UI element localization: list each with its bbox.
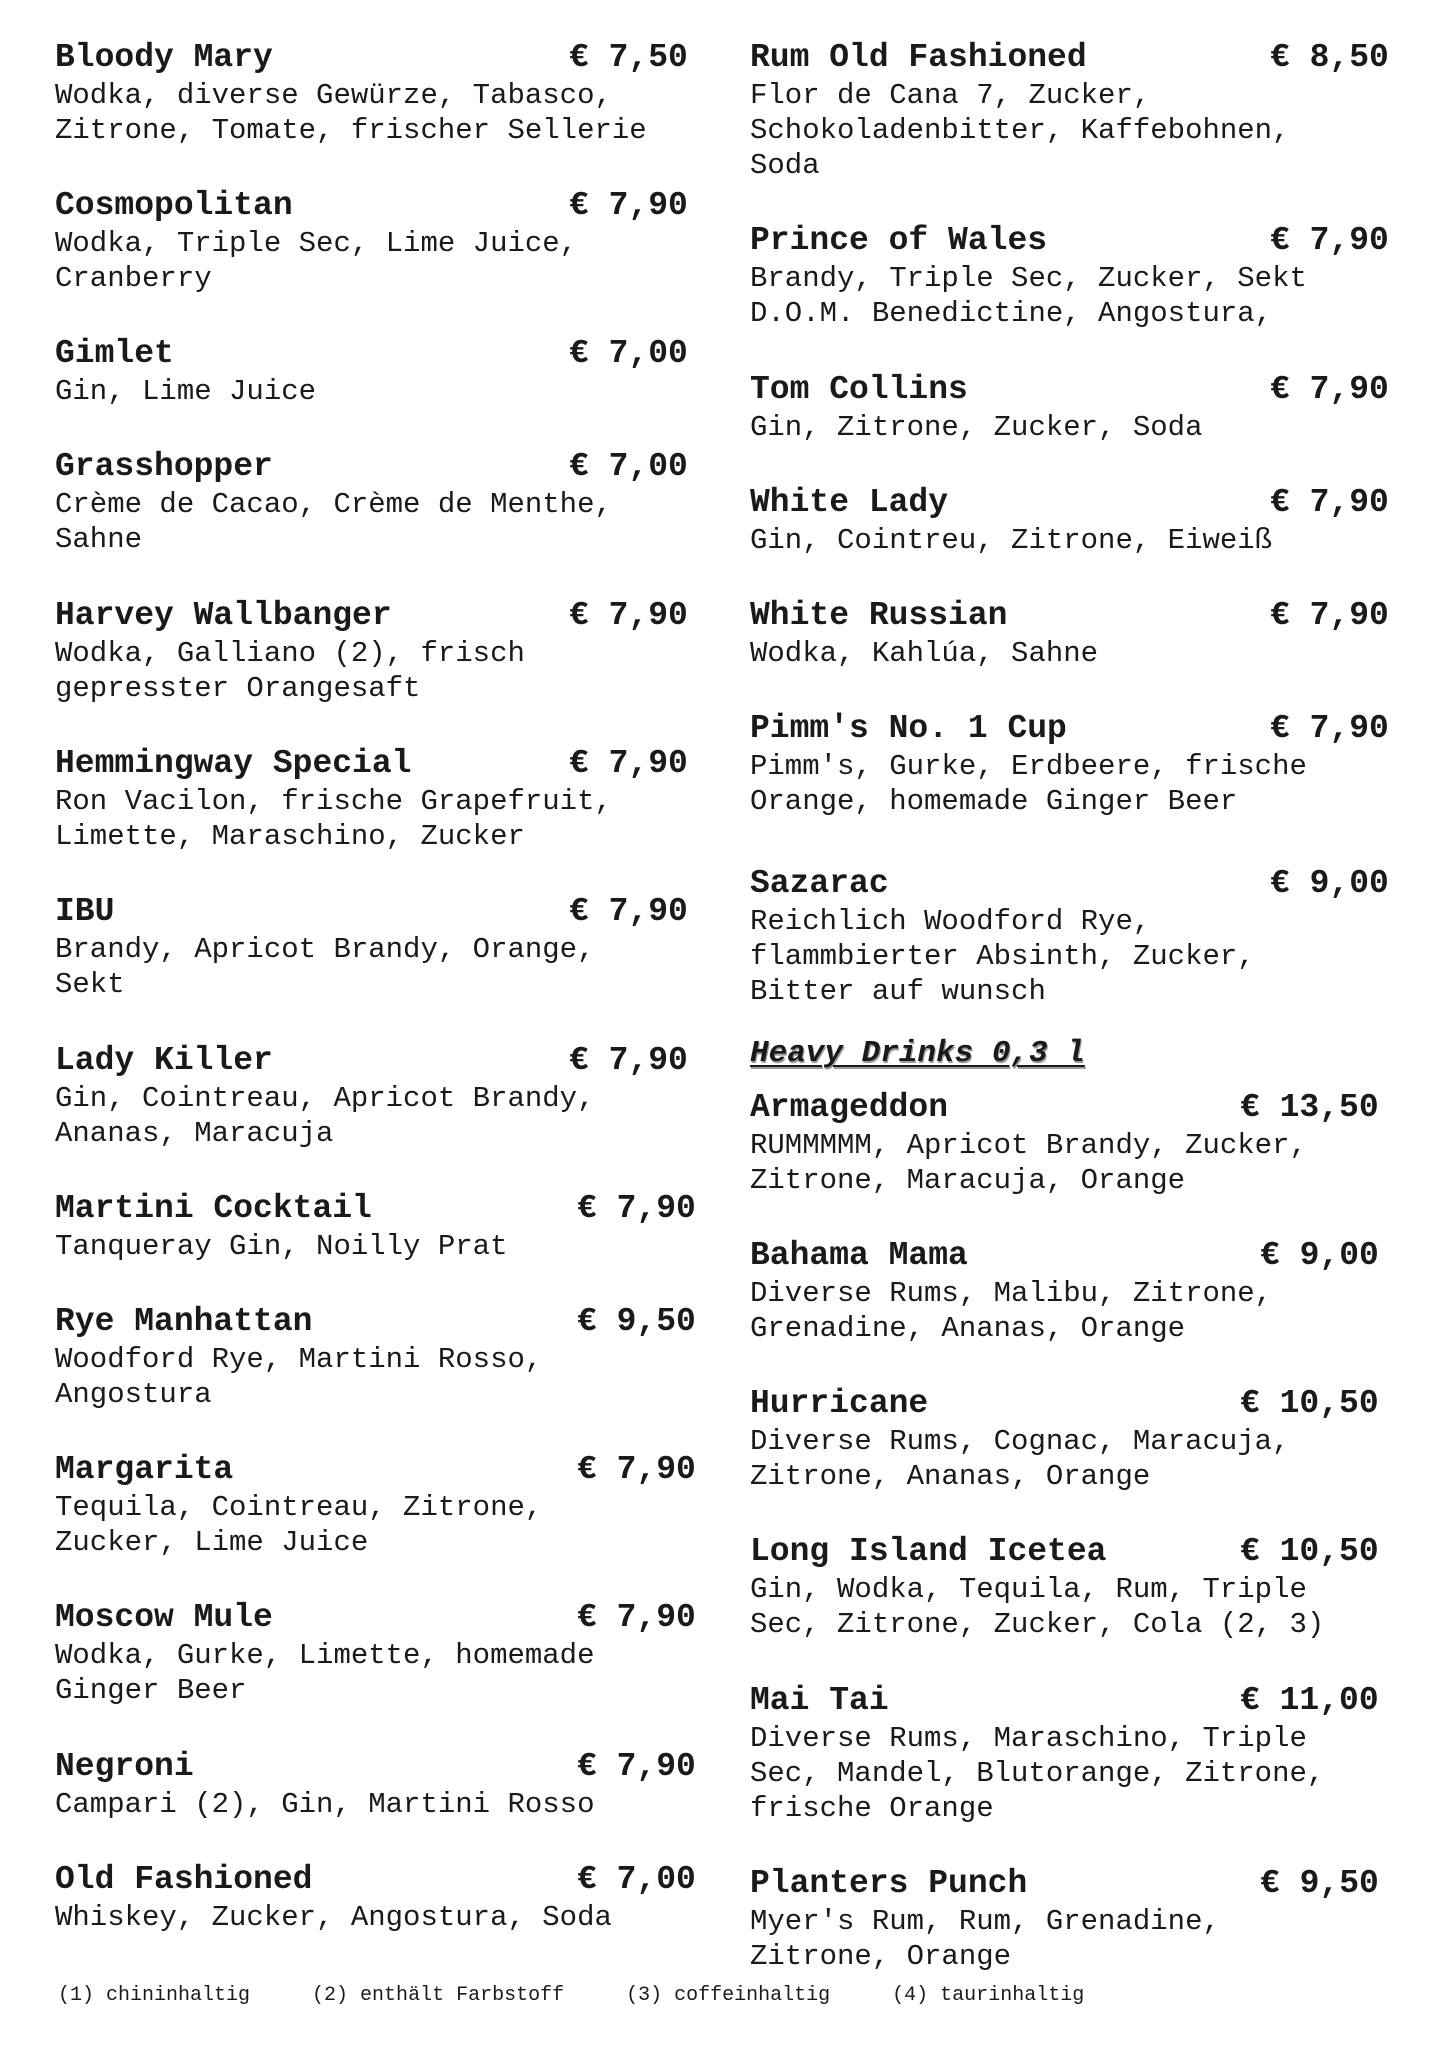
item-price: € 7,90 <box>577 1451 696 1488</box>
menu-item <box>750 864 1400 1009</box>
item-name: Margarita <box>55 1451 234 1488</box>
item-description: Myer's Rum, Rum, Grenadine, Zitrone, Orange <box>750 1905 1220 1973</box>
menu-item <box>750 1088 1400 1198</box>
item-name: Planters Punch <box>750 1865 1028 1902</box>
item-price: € 7,90 <box>569 745 688 782</box>
item-name: Negroni <box>55 1748 194 1785</box>
menu-item <box>750 370 1400 445</box>
item-description: Flor de Cana 7, Zucker, Schokoladenbitter, Kaffebohnen, Soda <box>750 79 1290 182</box>
item-description: Crème de Cacao, Crème de Menthe, Sahne <box>55 488 612 556</box>
menu-item <box>750 1236 1400 1346</box>
menu-item <box>55 1189 695 1264</box>
menu-item <box>55 186 695 296</box>
item-description: Gin, Zitrone, Zucker, Soda <box>750 411 1203 444</box>
item-description: Gin, Cointreu, Zitrone, Eiweiß <box>750 524 1273 557</box>
item-description: Tanqueray Gin, Noilly Prat <box>55 1230 508 1263</box>
item-description: Wodka, Gurke, Limette, homemade Ginger Beer <box>55 1639 595 1707</box>
item-name: Tom Collins <box>750 371 968 408</box>
item-price: € 9,50 <box>577 1303 696 1340</box>
item-name: Bahama Mama <box>750 1237 968 1274</box>
item-description: Tequila, Cointreau, Zitrone, Zucker, Lime Juice <box>55 1491 543 1559</box>
footnote: (3) coffeinhaltig <box>626 1984 831 2007</box>
item-name: Bloody Mary <box>55 39 273 76</box>
item-description: Wodka, Galliano (2), frisch gepresster Orangesaft <box>55 637 525 705</box>
item-price: € 7,00 <box>569 448 688 485</box>
item-price: € 7,90 <box>569 1042 688 1079</box>
item-name: Pimm's No. 1 Cup <box>750 710 1067 747</box>
item-name: Long Island Icetea <box>750 1533 1107 1570</box>
item-description: Brandy, Apricot Brandy, Orange, Sekt <box>55 933 595 1001</box>
menu-item <box>750 483 1400 558</box>
menu-item <box>55 38 695 148</box>
menu-item <box>750 709 1400 819</box>
menu-item <box>55 744 695 854</box>
footnote: (4) taurinhaltig <box>892 1984 1085 2007</box>
item-description: Brandy, Triple Sec, Zucker, Sekt D.O.M. Benedictine, Angostura, <box>750 262 1307 330</box>
item-name: Sazarac <box>750 865 889 902</box>
item-description: Ron Vacilon, frische Grapefruit, Limette, Maraschino, Zucker <box>55 785 612 853</box>
menu-item <box>55 447 695 557</box>
menu-item <box>55 1598 695 1708</box>
item-name: Moscow Mule <box>55 1599 273 1636</box>
item-description: Wodka, Triple Sec, Lime Juice, Cranberry <box>55 227 578 295</box>
item-name: Cosmopolitan <box>55 187 293 224</box>
item-description: Gin, Wodka, Tequila, Rum, Triple Sec, Zitrone, Zucker, Cola (2, 3) <box>750 1573 1325 1641</box>
menu-item <box>55 334 695 409</box>
menu-item <box>750 1532 1400 1642</box>
item-price: € 7,90 <box>577 1190 696 1227</box>
item-name: IBU <box>55 893 115 930</box>
menu-item <box>750 1384 1400 1494</box>
item-description: Reichlich Woodford Rye, flammbierter Absinth, Zucker, Bitter auf wunsch <box>750 905 1255 1008</box>
item-description: Whiskey, Zucker, Angostura, Soda <box>55 1901 612 1934</box>
item-price: € 7,90 <box>1270 710 1389 747</box>
item-description: Gin, Lime Juice <box>55 375 317 408</box>
item-name: Martini Cocktail <box>55 1190 372 1227</box>
item-price: € 9,00 <box>1260 1237 1379 1274</box>
item-price: € 7,90 <box>569 187 688 224</box>
item-price: € 9,50 <box>1260 1865 1379 1902</box>
item-price: € 7,90 <box>1270 597 1389 634</box>
menu-item <box>750 596 1400 671</box>
item-price: € 11,00 <box>1240 1682 1379 1719</box>
item-price: € 7,90 <box>1270 222 1389 259</box>
item-description: Wodka, diverse Gewürze, Tabasco, Zitrone, Tomate, frischer Sellerie <box>55 79 647 147</box>
item-price: € 7,90 <box>1270 371 1389 408</box>
item-price: € 7,90 <box>577 1599 696 1636</box>
item-name: White Russian <box>750 597 1008 634</box>
item-name: Gimlet <box>55 335 174 372</box>
item-description: Campari (2), Gin, Martini Rosso <box>55 1788 595 1821</box>
menu-item <box>750 221 1400 331</box>
section-heading: Heavy Drinks 0,3 l <box>750 1036 1085 1071</box>
item-name: Harvey Wallbanger <box>55 597 392 634</box>
item-price: € 9,00 <box>1270 865 1389 902</box>
item-name: Hurricane <box>750 1385 929 1422</box>
menu-item <box>55 1041 695 1151</box>
menu-item <box>55 1450 695 1560</box>
item-price: € 8,50 <box>1270 39 1389 76</box>
menu-item <box>750 1864 1400 1974</box>
menu-item <box>55 596 695 706</box>
menu-item <box>55 892 695 1002</box>
menu-item <box>750 1681 1400 1826</box>
item-description: Gin, Cointreau, Apricot Brandy, Ananas, Maracuja <box>55 1082 595 1150</box>
item-description: RUMMMMM, Apricot Brandy, Zucker, Zitrone, Maracuja, Orange <box>750 1129 1307 1197</box>
item-description: Pimm's, Gurke, Erdbeere, frische Orange, homemade Ginger Beer <box>750 750 1307 818</box>
item-price: € 7,90 <box>577 1748 696 1785</box>
item-price: € 7,00 <box>577 1861 696 1898</box>
item-price: € 13,50 <box>1240 1089 1379 1126</box>
menu-item <box>55 1302 695 1412</box>
item-name: Rum Old Fashioned <box>750 39 1087 76</box>
item-price: € 7,90 <box>1270 484 1389 521</box>
item-name: Rye Manhattan <box>55 1303 313 1340</box>
item-description: Diverse Rums, Maraschino, Triple Sec, Mandel, Blutorange, Zitrone, frische Orange <box>750 1722 1325 1825</box>
item-name: Lady Killer <box>55 1042 273 1079</box>
menu-item <box>55 1747 695 1822</box>
item-price: € 7,90 <box>569 597 688 634</box>
item-name: Armageddon <box>750 1089 949 1126</box>
item-name: White Lady <box>750 484 949 521</box>
item-name: Hemmingway Special <box>55 745 412 782</box>
item-price: € 10,50 <box>1240 1533 1379 1570</box>
footnote: (2) enthält Farbstoff <box>312 1984 565 2007</box>
item-price: € 7,90 <box>569 893 688 930</box>
item-description: Diverse Rums, Malibu, Zitrone, Grenadine, Ananas, Orange <box>750 1277 1273 1345</box>
item-price: € 7,00 <box>569 335 688 372</box>
item-description: Diverse Rums, Cognac, Maracuja, Zitrone, Ananas, Orange <box>750 1425 1290 1493</box>
item-name: Prince of Wales <box>750 222 1048 259</box>
item-description: Wodka, Kahlúa, Sahne <box>750 637 1099 670</box>
item-name: Old Fashioned <box>55 1861 313 1898</box>
item-price: € 7,50 <box>569 39 688 76</box>
item-description: Woodford Rye, Martini Rosso, Angostura <box>55 1343 543 1411</box>
menu-item <box>750 38 1400 183</box>
item-name: Mai Tai <box>750 1682 889 1719</box>
footnote: (1) chininhaltig <box>58 1984 251 2007</box>
item-name: Grasshopper <box>55 448 273 485</box>
item-price: € 10,50 <box>1240 1385 1379 1422</box>
footnotes <box>58 1984 1358 2008</box>
menu-item <box>55 1860 695 1935</box>
